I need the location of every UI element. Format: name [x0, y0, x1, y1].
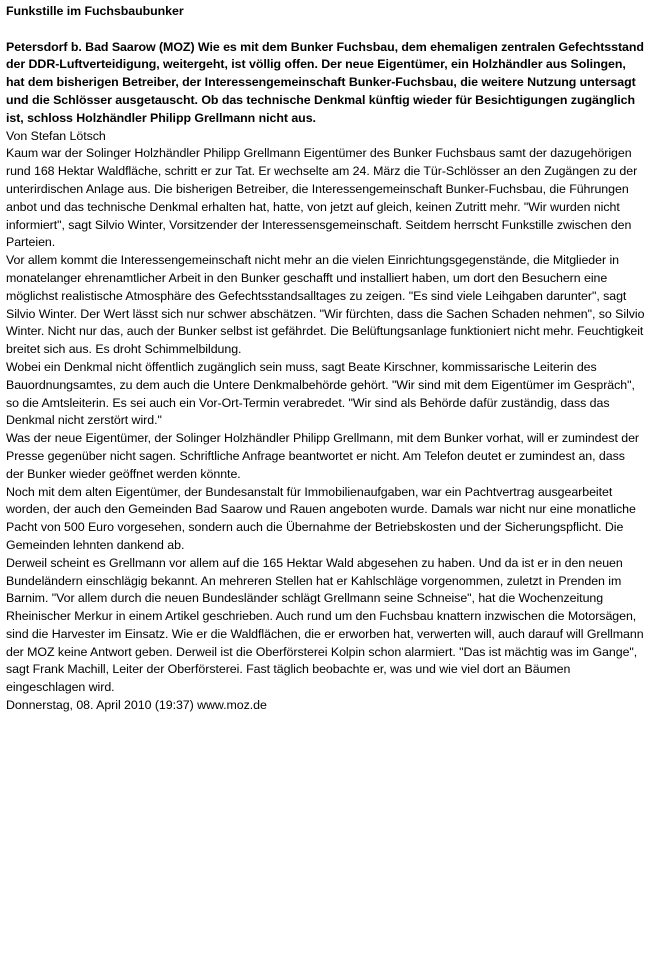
article-paragraph: Kaum war der Solinger Holzhändler Philipp Grellmann Eigentümer des Bunker Fuchsbaus samt der dazugehörigen rund 168 Hektar Waldfläche, schritt er zur Tat. Er wechselte am 24. März die Tür-Schlösser an den Zugängen zu der unterirdischen Anlage aus. Die bisherigen Betreiber, die Interessengemeinschaft Bunker-Fuchsbau, die Führungen anbot und das technische Denkmal erhalten hat, hatte, von jetzt auf gleich, keinen Zutritt mehr. "Wir wurden nicht informiert", sagt Silvio Winter, Vorsitzender der Interessensgemeinschaft. Seitdem herrscht Funkstille zwischen den Parteien.	[6, 146, 638, 250]
article-paragraph: Was der neue Eigentümer, der Solinger Holzhändler Philipp Grellmann, mit dem Bunker vorhat, will er zumindest der Presse gegenüber nicht sagen. Schriftliche Anfrage beantwortet er nicht. Am Telefon deutet er zumindest an, dass der Bunker wieder geöffnet werden könnte.	[6, 431, 639, 481]
article-title: Funkstille im Fuchsbaubunker	[6, 4, 184, 18]
article-lead: Petersdorf b. Bad Saarow (MOZ) Wie es mit dem Bunker Fuchsbau, dem ehemaligen zentralen Gefechtsstand der DDR-Luftverteidigung, weitergeht, ist völlig offen. Der neue Eigentümer, ein Holzhändler aus Solingen, hat dem bisherigen Betreiber, der Interessengemeinschaft Bunker-Fuchsbau, die weitere Nutzung untersagt und die Schlösser ausgetauscht. Ob das technische Denkmal künftig wieder für Besichtigungen zugänglich ist, schloss Holzhändler Philipp Grellmann nicht aus.	[6, 39, 644, 125]
article-paragraph: Derweil scheint es Grellmann vor allem auf die 165 Hektar Wald abgesehen zu haben. Und da ist er in den neuen Bundeländern einschlägig bekannt. An mehreren Stellen hat er Kahlschläge vorgenommen, zuletzt in Prenden im Barnim. "Vor allem durch die neuen Bundesländer schlägt Grellmann seine Schneise", hat die Wochenzeitung Rheinischer Merkur in einem Artikel geschrieben. Auch rund um den Fuchsbau knattern inzwischen die Motorsägen, sind die Harvester im Einsatz. Wie er die Waldflächen, die er erworben hat, verwerten will, auch darauf will Grellmann der MOZ keine Antwort geben. Derweil ist die Oberförsterei Kolpin schon alarmiert. "Das ist mächtig was im Gange", sagt Frank Machill, Leiter der Oberförsterei. Fast täglich beobachte er, was und wie viel dort an Bäumen eingeschlagen wird.	[6, 555, 644, 695]
article-paragraph: Wobei ein Denkmal nicht öffentlich zugänglich sein muss, sagt Beate Kirschner, kommissarische Leiterin des Bauordnungsamtes, zu dem auch die Untere Denkmalbehörde gehört. "Wir sind mit dem Eigentümer im Gespräch", so die Amtsleiterin. Es sei auch ein Vor-Ort-Termin verabredet. "Wir sind als Behörde dafür zuständig, dass das Denkmal nicht zerstört wird."	[6, 359, 635, 428]
article-paragraph: Noch mit dem alten Eigentümer, der Bundesanstalt für Immobilienaufgaben, war ein Pachtvertrag ausgearbeitet worden, der auch den Gemeinden Bad Saarow und Rauen angeboten wurde. Damals war nicht nur eine monatliche Pacht von 500 Euro vorgesehen, sondern auch die Übernahme der Betriebskosten und der Sicherungspflicht. Die Gemeinden lehnten dankend ab.	[6, 484, 636, 552]
article-author: Von Stefan Lötsch	[6, 128, 106, 143]
article-paragraph: Vor allem kommt die Interessengemeinschaft nicht mehr an die vielen Einrichtungsgegenstände, die Mitglieder in monatelanger ehrenamtlicher Arbeit in den Bunker geschafft und installiert haben, um dort den Besuchern eine möglichst realistische Atmosphäre des Gefechtsstandsalltages zu zeigen. "Es sind viele Leihgaben darunter", sagt Silvio Winter. Der Wert lässt sich nur schwer abschätzen. "Wir fürchten, dass die Sachen Schaden nehmen", so Silvio Winter. Nicht nur das, auch der Bunker selbst ist gefährdet. Die Belüftungsanlage funktioniert nicht mehr. Feuchtigkeit breitet sich aus. Es droht Schimmelbildung.	[6, 253, 645, 357]
article-dateline: Donnerstag, 08. April 2010 (19:37) www.moz.de	[6, 698, 267, 713]
title-spacer	[6, 21, 646, 39]
